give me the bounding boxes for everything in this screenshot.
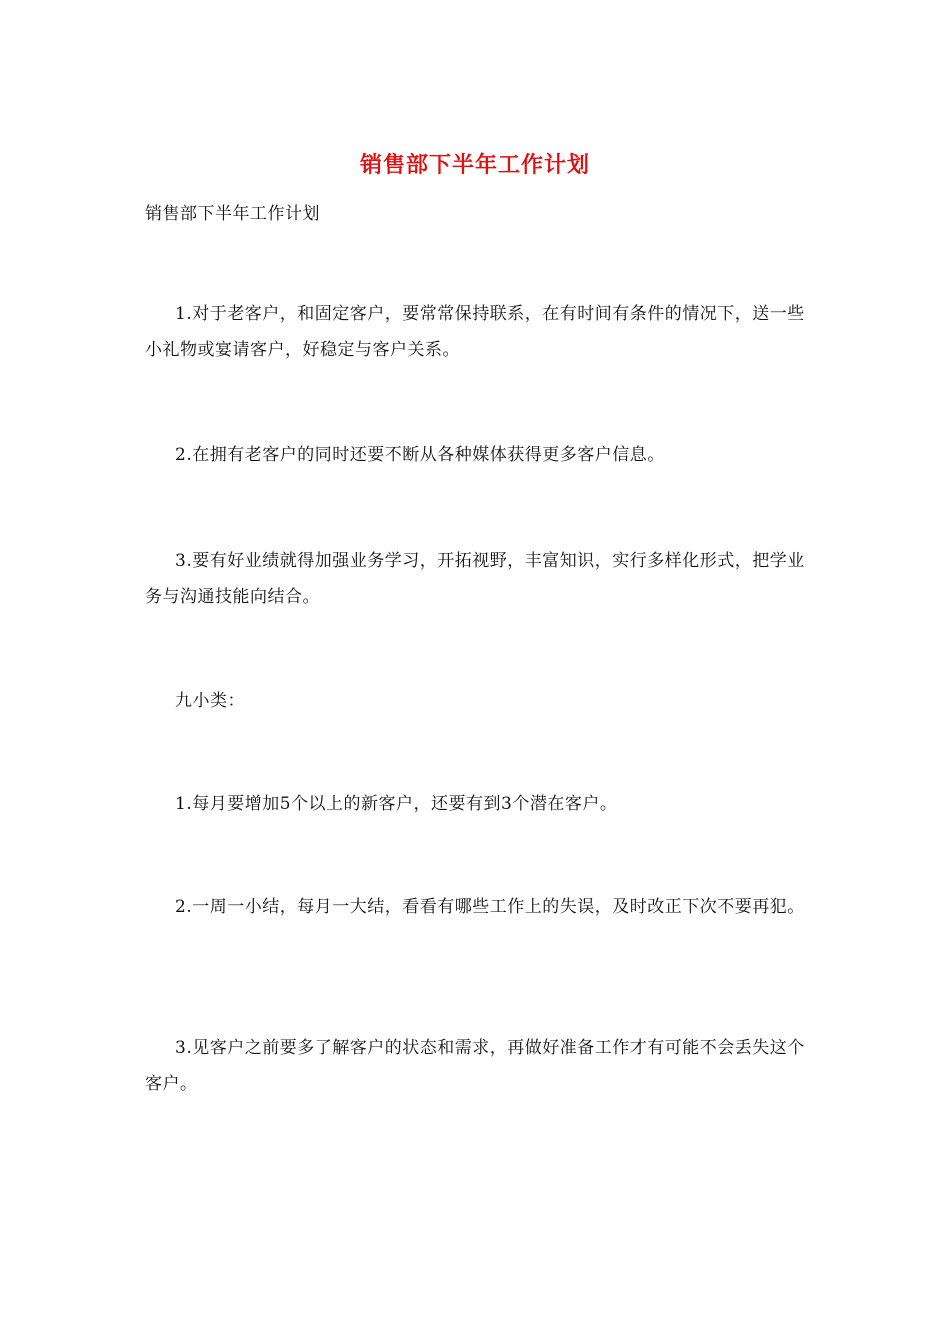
paragraph-2: 2.在拥有老客户的同时还要不断从各种媒体获得更多客户信息。 — [175, 445, 665, 465]
paragraph-6: 3.见客户之前要多了解客户的状态和需求，再做好准备工作才有可能不会丢失这个客户。 — [145, 1038, 805, 1094]
section-heading: 九小类： — [175, 691, 245, 711]
paragraph-3: 3.要有好业绩就得加强业务学习，开拓视野，丰富知识，实行多样化形式，把学业务与沟通技能向结合。 — [145, 551, 805, 607]
document-title: 销售部下半年工作计划 — [359, 153, 590, 178]
paragraph-5: 2.一周一小结，每月一大结，看看有哪些工作上的失误，及时改正下次不要再犯。 — [175, 897, 805, 917]
paragraph-4: 1.每月要增加5个以上的新客户，还要有到3个潜在客户。 — [175, 794, 618, 814]
paragraph-1: 1.对于老客户，和固定客户，要常常保持联系，在有时间有条件的情况下，送一些小礼物或宴请客户，好稳定与客户关系。 — [145, 304, 805, 360]
document-subtitle: 销售部下半年工作计划 — [145, 204, 320, 224]
